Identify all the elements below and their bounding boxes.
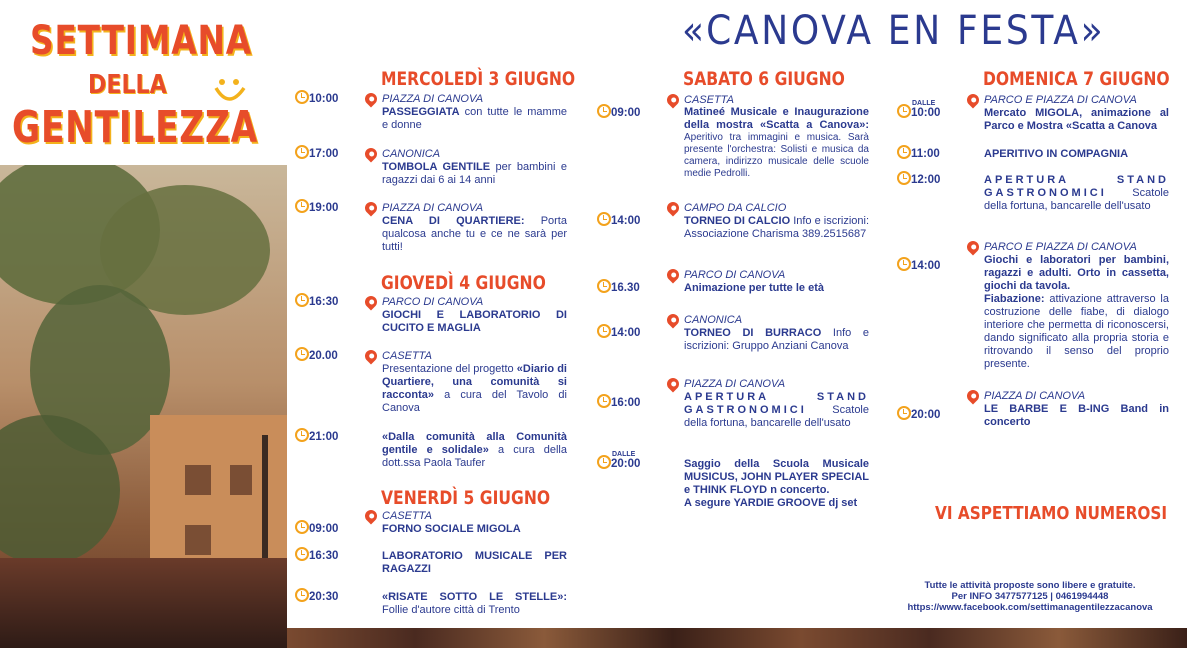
event-time: 16:30	[309, 296, 339, 308]
day-title-friday: VENERDÌ 5 GIUGNO	[381, 487, 551, 509]
clock-icon	[897, 406, 911, 420]
event-name: FORNO SOCIALE MIGOLA	[382, 523, 521, 535]
clock-icon	[295, 347, 309, 361]
event-name: LABORATORIO MUSICALE PER RAGAZZI	[382, 550, 567, 575]
event-subtitle: Fiabazione:	[984, 293, 1045, 305]
event-desc: Aperitivo tra immagini e musica. Sarà presente l'orchestra: Solisti e musica da camera, indirizzo musicale delle scuole medie Pedrolli.	[684, 132, 869, 179]
event-name: TORNEO DI CALCIO	[684, 215, 791, 227]
from-label: DALLE	[612, 451, 636, 458]
event-name: GIOCHI E LABORATORIO DI CUCITO E MAGLIA	[382, 309, 567, 334]
clock-icon	[597, 104, 611, 118]
event-time: 19:00	[309, 202, 339, 214]
event-time: 12:00	[911, 174, 941, 186]
event-place: CAMPO DA CALCIO	[684, 202, 787, 214]
crowd-photo	[0, 165, 287, 648]
clock-icon	[295, 199, 309, 213]
footer-info	[900, 580, 1160, 613]
clock-icon	[597, 279, 611, 293]
event-name: APERTURA STAND GASTRONOMICI	[984, 174, 1169, 199]
event-logo	[12, 18, 272, 168]
event-time: 20.00	[309, 350, 338, 362]
event-name: Matineé Musicale e Inaugurazione della mostra «Scatta a Canova»:	[684, 106, 869, 131]
logo-line-2: DELLA	[88, 70, 167, 100]
event-time: 21:00	[309, 431, 339, 443]
clock-icon	[897, 145, 911, 159]
event-name: «Dalla comunità alla Comunità gentile e solidale»	[382, 431, 567, 456]
day-title-sunday: DOMENICA 7 GIUGNO	[983, 68, 1170, 90]
event-time: 20:00	[911, 409, 941, 421]
location-pin-icon	[363, 146, 380, 163]
event-place: PARCO E PIAZZA DI CANOVA	[984, 94, 1137, 106]
location-pin-icon	[363, 91, 380, 108]
footer-line-1: Tutte le attività proposte sono libere e gratuite.	[924, 580, 1136, 591]
clock-icon	[597, 455, 611, 469]
event-desc: Info e iscrizioni: Associazione Charisma 389.2515687	[684, 215, 870, 240]
clock-icon	[897, 104, 911, 118]
location-pin-icon	[665, 200, 682, 217]
event-name: PASSEGGIATA	[382, 106, 460, 118]
event-desc: Follie d'autore città di Trento	[382, 604, 520, 616]
event-time: 11:00	[911, 148, 940, 160]
event-time: 20:00	[611, 458, 641, 470]
event-place: PARCO DI CANOVA	[382, 296, 484, 308]
clock-icon	[597, 212, 611, 226]
location-pin-icon	[363, 508, 380, 525]
day-title-wednesday: MERCOLEDÌ 3 GIUGNO	[381, 68, 576, 90]
logo-line-3: GENTILEZZA	[12, 102, 258, 153]
event-desc: Scatole della fortuna, bancarelle dell'usato	[984, 187, 1169, 212]
event-name: «RISATE SOTTO LE STELLE»:	[382, 591, 567, 603]
event-name: APERTURA STAND GASTRONOMICI	[684, 391, 869, 416]
location-pin-icon	[363, 294, 380, 311]
clock-icon	[897, 171, 911, 185]
event-name: Animazione per tutte le età	[684, 282, 824, 294]
day-title-thursday: GIOVEDÌ 4 GIUGNO	[381, 272, 546, 294]
from-label: DALLE	[912, 100, 936, 107]
location-pin-icon	[965, 92, 982, 109]
event-desc: a cura della dott.ssa Paola Taufer	[382, 444, 567, 469]
location-pin-icon	[965, 388, 982, 405]
location-pin-icon	[965, 239, 982, 256]
clock-icon	[295, 520, 309, 534]
location-pin-icon	[665, 92, 682, 109]
event-place: PIAZZA DI CANOVA	[382, 93, 484, 105]
event-desc: n concerto.	[770, 484, 830, 496]
clock-icon	[295, 293, 309, 307]
event-place: CASETTA	[382, 350, 432, 362]
event-place: CANONICA	[684, 314, 743, 326]
event-name: «Diario di Quartiere, una comunità si racconta»	[382, 363, 567, 401]
clock-icon	[295, 145, 309, 159]
page-title: «CANOVA EN FESTA»	[682, 8, 1106, 54]
clock-icon	[295, 547, 309, 561]
event-time: 16:00	[611, 397, 641, 409]
event-time: 09:00	[611, 107, 641, 119]
event-time: 10:00	[309, 93, 339, 105]
event-name: CENA DI QUARTIERE:	[382, 215, 525, 227]
event-desc: attivazione attraverso la costruzione delle fiabe, di dialogo interiore che permetta di riconoscersi, dando significato alla propria storia e ritrovando il senso del proprio presente.	[984, 293, 1169, 370]
event-desc: con tutte le mamme e donne	[382, 106, 567, 131]
event-name: Giochi e laboratori per bambini, ragazzi e adulti. Orto in cassetta, giochi da tavola.	[984, 254, 1169, 292]
event-time: 10:00	[911, 107, 941, 119]
footer-link[interactable]: https://www.facebook.com/settimanagentilezzacanova	[907, 602, 1153, 613]
event-name: Mercato MIGOLA, animazione al Parco e Mostra «Scatta a Canova	[984, 107, 1169, 132]
event-time: 20:30	[309, 591, 339, 603]
bottom-photo-strip	[287, 628, 1187, 648]
event-place: PARCO DI CANOVA	[684, 269, 786, 281]
event-place: CASETTA	[684, 94, 734, 106]
logo-line-1: SETTIMANA	[30, 18, 252, 64]
event-intro: Presentazione del progetto	[382, 363, 517, 375]
event-place: PARCO E PIAZZA DI CANOVA	[984, 241, 1137, 253]
event-place: CASETTA	[382, 510, 432, 522]
event-desc: Scatole della fortuna, bancarelle dell'usato	[684, 404, 869, 429]
event-name: APERITIVO IN COMPAGNIA	[984, 148, 1129, 160]
event-time: 16:30	[309, 550, 339, 562]
event-place: PIAZZA DI CANOVA	[684, 378, 786, 390]
location-pin-icon	[363, 348, 380, 365]
closing-message: VI ASPETTIAMO NUMEROSI	[935, 503, 1168, 524]
event-place: PIAZZA DI CANOVA	[984, 390, 1086, 402]
location-pin-icon	[665, 267, 682, 284]
location-pin-icon	[665, 312, 682, 329]
event-desc: a cura del Tavolo di Canova	[382, 389, 567, 414]
event-extra: A segure YARDIE GROOVE dj set	[684, 497, 858, 509]
event-place: CANONICA	[382, 148, 441, 160]
clock-icon	[295, 90, 309, 104]
day-title-saturday: SABATO 6 GIUGNO	[683, 68, 845, 90]
clock-icon	[897, 257, 911, 271]
event-time: 16.30	[611, 282, 640, 294]
event-desc: Info e iscrizioni: Gruppo Anziani Canova	[684, 327, 869, 352]
event-name: Saggio della Scuola Musicale MUSICUS, JOHN PLAYER SPECIAL e THINK FLOYD	[684, 458, 869, 496]
clock-icon	[295, 588, 309, 602]
clock-icon	[597, 394, 611, 408]
clock-icon	[295, 428, 309, 442]
event-name: TOMBOLA GENTILE	[382, 161, 491, 173]
event-desc: Porta qualcosa anche tu e ce ne sarà per tutti!	[382, 215, 567, 253]
event-time: 14:00	[611, 327, 641, 339]
event-name: LE BARBE E B-ING Band in concerto	[984, 403, 1169, 428]
event-time: 14:00	[911, 260, 941, 272]
event-time: 14:00	[611, 215, 641, 227]
event-time: 17:00	[309, 148, 339, 160]
clock-icon	[597, 324, 611, 338]
event-place: PIAZZA DI CANOVA	[382, 202, 484, 214]
smile-icon	[212, 76, 248, 106]
event-name: TORNEO DI BURRACO	[684, 327, 822, 339]
location-pin-icon	[665, 376, 682, 393]
event-desc: per bambini e ragazzi dai 6 ai 14 anni	[382, 161, 567, 186]
event-time: 09:00	[309, 523, 339, 535]
footer-line-2: Per INFO 3477577125 | 0461994448	[951, 591, 1109, 602]
location-pin-icon	[363, 200, 380, 217]
